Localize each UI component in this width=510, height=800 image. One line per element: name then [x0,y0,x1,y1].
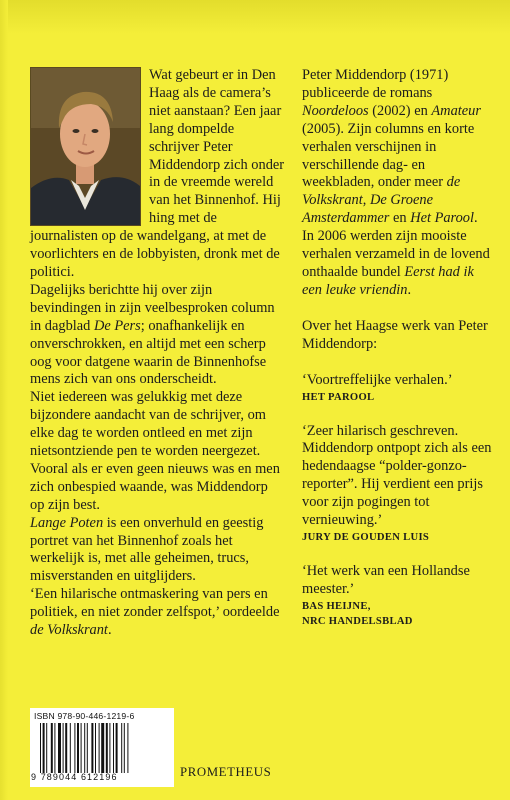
barcode-bar [77,723,79,773]
barcode-bar [70,723,71,773]
barcode-bar [95,723,96,773]
barcode-digits: 9 789044 612196 [31,772,118,782]
barcode-bar [99,723,100,773]
barcode-bar [87,723,88,773]
barcode-bar [116,723,118,773]
isbn-label: ISBN 978-90-446-1219-6 [34,711,135,721]
review-quote-1 [302,372,492,405]
barcode-bar [121,723,122,773]
blurb-paragraph-review: ‘Een hilarische ontmaskering van pers en politiek, en niet zonder zelfspot,’ oordeelde de Volkskrant. [30,586,280,639]
barcode-bar [81,723,82,773]
barcode-bar [54,723,55,773]
barcode-bar [84,723,85,773]
barcode-bar [40,723,41,773]
blurb-paragraph-reactions: Niet iedereen was gelukkig met deze bijzondere aandacht van de schrijver, om elke dag te worden ontleed en met zijn nietsontziende pen te worden neergezet. Vooral als er even geen nieuws was en men zich onbespied waande, was Middendorp op zijn best. [30,389,280,513]
cover-top-edge [0,0,510,34]
barcode-bar [46,723,47,773]
review-text: ‘Het werk van een Hollandse meester.’ [302,562,470,597]
review-quote-3 [302,563,492,629]
review-source: HET PAROOL [302,391,375,403]
photo-spacer [30,67,149,228]
review-text: ‘Zeer hilarisch geschreven. Middendorp ontpopt zich als een hedendaagse “polder-gonzo-reporter”. Hij verdient een prijs voor zijn pogingen tot vernieuwing.’ [302,422,492,529]
author-column [302,67,492,629]
review-source: BAS HEIJNE, [302,600,371,612]
barcode-bar [51,723,53,773]
reviews-intro: Over het Haagse werk van Peter Middendorp: [302,317,488,352]
barcode-bar [65,723,67,773]
barcode-bar [43,723,45,773]
blurb-paragraph-intro: Wat gebeurt er in Den Haag als de camera’s niet aanstaan? Een jaar lang dompelde schrijver Peter Middendorp zich onder in de vreemde wereld van het Binnenhof. Hij hing met de journalisten op de wandelgang, at met de voorlichters en de lobbyisten, dronk met de politici. [30,67,285,280]
cover-left-edge [0,0,8,800]
review-text: ‘Voortreffelijke verhalen.’ [302,371,453,388]
barcode-bars [40,723,164,773]
review-source-publication: NRC HANDELSBLAD [302,615,413,627]
isbn-barcode [30,708,174,787]
barcode-bar [58,723,61,773]
review-quote-2 [302,423,492,545]
publisher-logo: PROMETHEUS [180,765,272,779]
barcode-bar [63,723,64,773]
barcode-bar [127,723,128,773]
barcode-bar [109,723,110,773]
barcode-bar [74,723,75,773]
barcode-bar [101,723,104,773]
author-bio: Peter Middendorp (1971) publiceerde de romans Noordeloos (2002) en Amateur (2005). Zijn columns en korte verhalen verschijnen in verschillende dag- en weekbladen, onder meer de Volkskrant, De Groene Amsterdammer en Het Parool. In 2006 werden zijn mooiste verhalen verzameld in de lovend onthaalde bundel Eerst had ik een leuke vriendin. [302,67,490,298]
barcode-bar [106,723,108,773]
barcode-bar [113,723,114,773]
barcode-bar [91,723,93,773]
blurb-column [30,67,285,640]
blurb-paragraph-book: Lange Poten is een onverhuld en geestig portret van het Binnenhof zoals het werkelijk is, met alle geheimen, trucs, misverstanden en uitglijders. [30,514,264,585]
blurb-paragraph-column: Dagelijks berichtte hij over zijn bevindingen in zijn veelbesproken column in dagblad De Pers; onafhankelijk en onverschrokken, en altijd met een scherp oog voor datgene waarin de Binnenhofse mens zich van ons onderscheidt. [30,281,275,388]
review-source: JURY DE GOUDEN LUIS [302,531,430,543]
barcode-bar [124,723,125,773]
